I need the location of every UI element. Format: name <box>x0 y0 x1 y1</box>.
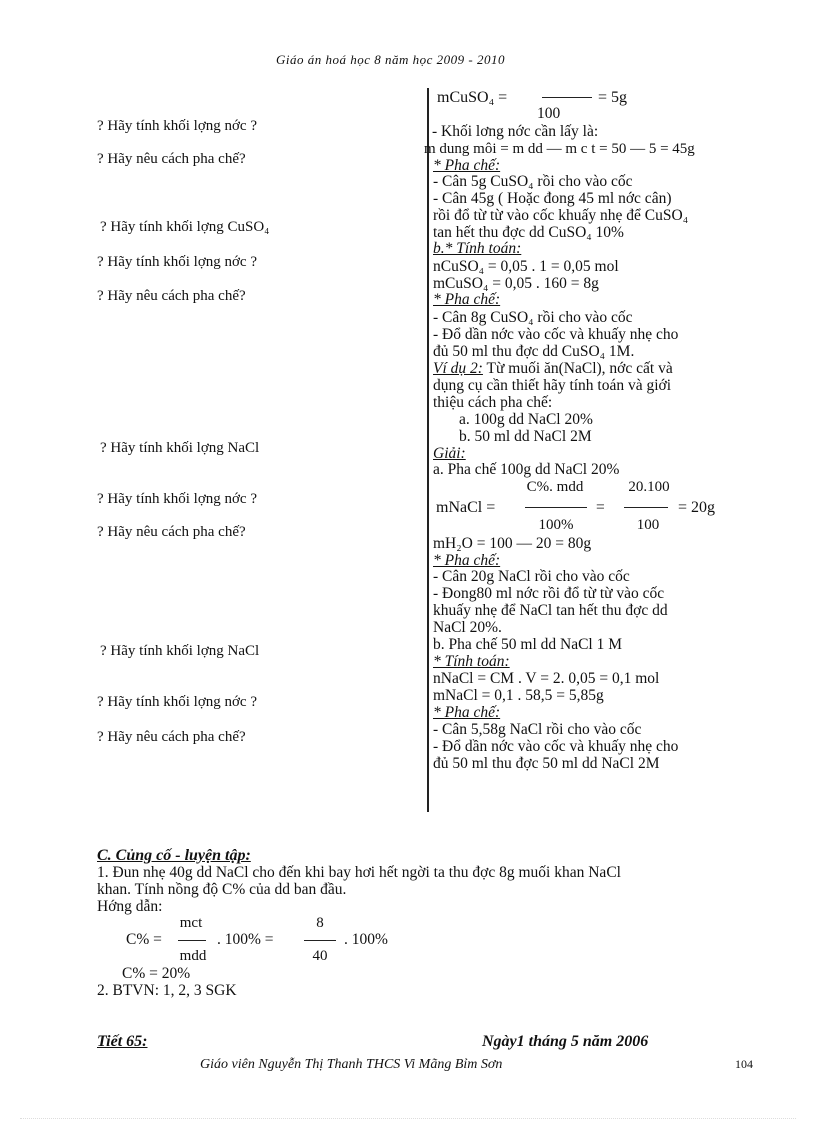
eq2-bar2 <box>624 507 668 508</box>
text-line: - Cân 20g NaCl rồi cho vào cốc <box>433 568 630 585</box>
text-line: a. Pha chế 100g dd NaCl 20% <box>433 461 620 478</box>
question-item: ? Hãy tính khối lợng nớc ? <box>97 118 257 134</box>
formula-numerator-2: 8 <box>316 915 324 931</box>
text-line: - Cân 5,58g NaCl rồi cho vào cốc <box>433 721 642 738</box>
section-label: * Pha chế: <box>433 291 501 308</box>
text-line: tan hết thu đợc dd CuSO₄ 10% <box>433 224 624 241</box>
teacher-footer: Giáo viên Nguyễn Thị Thanh THCS Vi Mãng Bỉm Sơn <box>200 1057 503 1072</box>
eq1-fraction-bar <box>542 97 592 98</box>
question-item: ? Hãy tính khối lợng nớc ? <box>97 254 257 270</box>
formula-numerator: mct <box>179 915 203 931</box>
text-line: - Đổ dần nớc vào cốc và khuấy nhẹ cho <box>433 326 679 343</box>
formula-bar-2 <box>304 940 336 941</box>
formula-denominator: mdd <box>179 948 207 964</box>
eq2-den1: 100% <box>538 517 574 533</box>
text-line: đủ 50 ml thu đợc 50 ml dd NaCl 2M <box>433 755 660 772</box>
eq2-bar1 <box>525 507 587 508</box>
text-line: mCuSO₄ = 0,05 . 160 = 8g <box>433 275 599 292</box>
section-label: * Pha chế: <box>433 704 501 721</box>
question-item: ? Hãy tính khối lợng nớc ? <box>97 491 257 507</box>
example-label: Ví dụ 2: <box>433 360 483 377</box>
section-c-title: C. Củng cố - luyện tập: <box>97 847 251 864</box>
eq2-rhs: = 20g <box>678 499 716 516</box>
formula-lhs: C% = <box>126 931 162 948</box>
formula-denominator-2: 40 <box>312 948 328 964</box>
question-item: ? Hãy nêu cách pha chế? <box>97 151 246 167</box>
text-line: mNaCl = 0,1 . 58,5 = 5,85g <box>433 687 604 704</box>
question-item: ? Hãy nêu cách pha chế? <box>97 524 246 540</box>
list-item: a. 100g dd NaCl 20% <box>459 411 593 428</box>
eq2-num2: 20.100 <box>628 479 670 495</box>
text-line: - Cân 8g CuSO₄ rồi cho vào cốc <box>433 309 633 326</box>
eq2-lhs: mNaCl = <box>436 499 496 516</box>
text-line: nCuSO₄ = 0,05 . 1 = 0,05 mol <box>433 258 619 275</box>
section-label: * Tính toán: <box>433 653 510 670</box>
text-line: mH₂O = 100 — 20 = 80g <box>433 535 592 552</box>
text-line: khuấy nhẹ để NaCl tan hết thu đợc dd <box>433 602 668 619</box>
question-item: ? Hãy tính khối lợng nớc ? <box>97 694 257 710</box>
guide-label: Hớng dẫn: <box>97 898 163 915</box>
text-line: b. Pha chế 50 ml dd NaCl 1 M <box>433 636 622 653</box>
question-item: ? Hãy nêu cách pha chế? <box>97 729 246 745</box>
formula-mid: . 100% = <box>217 931 274 948</box>
text-line: dụng cụ cần thiết hãy tính toán và giới <box>433 377 672 394</box>
exercise-line: khan. Tính nồng độ C% của dd ban đầu. <box>97 881 347 898</box>
text-line: - Đổ dần nớc vào cốc và khuấy nhẹ cho <box>433 738 679 755</box>
text-line: - Khối lơng nớc cần lấy là: <box>432 123 599 140</box>
text-line: m dung môi = m dd — m c t = 50 — 5 = 45g <box>424 141 695 157</box>
text-line: nNaCl = CM . V = 2. 0,05 = 0,1 mol <box>433 670 660 687</box>
page-number: 104 <box>735 1057 753 1071</box>
eq2-equals: = <box>596 499 605 516</box>
eq2-num1: C%. mdd <box>526 479 584 495</box>
question-item: ? Hãy tính khối lợng NaCl <box>100 440 260 456</box>
section-label: * Pha chế: <box>433 552 501 569</box>
section-label: * Pha chế: <box>433 157 501 174</box>
text-line: rồi đổ từ từ vào cốc khuấy nhẹ để CuSO₄ <box>433 207 689 224</box>
question-item: ? Hãy tính khối lợng CuSO₄ <box>100 219 270 235</box>
text-line: - Đong80 ml nớc rồi đổ từ từ vào cốc <box>433 585 665 602</box>
eq2-den2: 100 <box>636 517 660 533</box>
text-line: - Cân 5g CuSO₄ rồi cho vào cốc <box>433 173 633 190</box>
text-line: thiệu cách pha chế: <box>433 394 553 411</box>
eq1-denominator: 100 <box>537 105 561 122</box>
eq1-rhs: = 5g <box>598 89 628 106</box>
section-label: b.* Tính toán: <box>433 240 522 257</box>
column-divider <box>427 88 429 812</box>
text-line: - Cân 45g ( Hoặc đong 45 ml nớc cân) <box>433 190 672 207</box>
formula-result: C% = 20% <box>122 965 191 982</box>
section-label: Giải: <box>433 445 466 462</box>
exercise-line: 1. Đun nhẹ 40g dd NaCl cho đến khi bay hơi hết ngời ta thu đợc 8g muối khan NaCl <box>97 864 621 881</box>
eq1-lhs: mCuSO₄ = <box>437 89 508 106</box>
formula-end: . 100% <box>344 931 388 948</box>
homework-line: 2. BTVN: 1, 2, 3 SGK <box>97 982 237 999</box>
page-bottom-rule <box>20 1118 796 1119</box>
text-line: đủ 50 ml thu đợc dd CuSO₄ 1M. <box>433 343 635 360</box>
page-header-title: Giáo án hoá học 8 năm học 2009 - 2010 <box>276 52 506 67</box>
lesson-number: Tiết 65: <box>97 1033 148 1050</box>
list-item: b. 50 ml dd NaCl 2M <box>459 428 592 445</box>
lesson-date: Ngày1 tháng 5 năm 2006 <box>482 1033 649 1050</box>
text-line: NaCl 20%. <box>433 619 502 636</box>
question-item: ? Hãy nêu cách pha chế? <box>97 288 246 304</box>
formula-bar <box>178 940 206 941</box>
question-item: ? Hãy tính khối lợng NaCl <box>100 643 260 659</box>
text-line: Ví dụ 2: Từ muối ăn(NaCl), nớc cất và <box>433 360 673 377</box>
